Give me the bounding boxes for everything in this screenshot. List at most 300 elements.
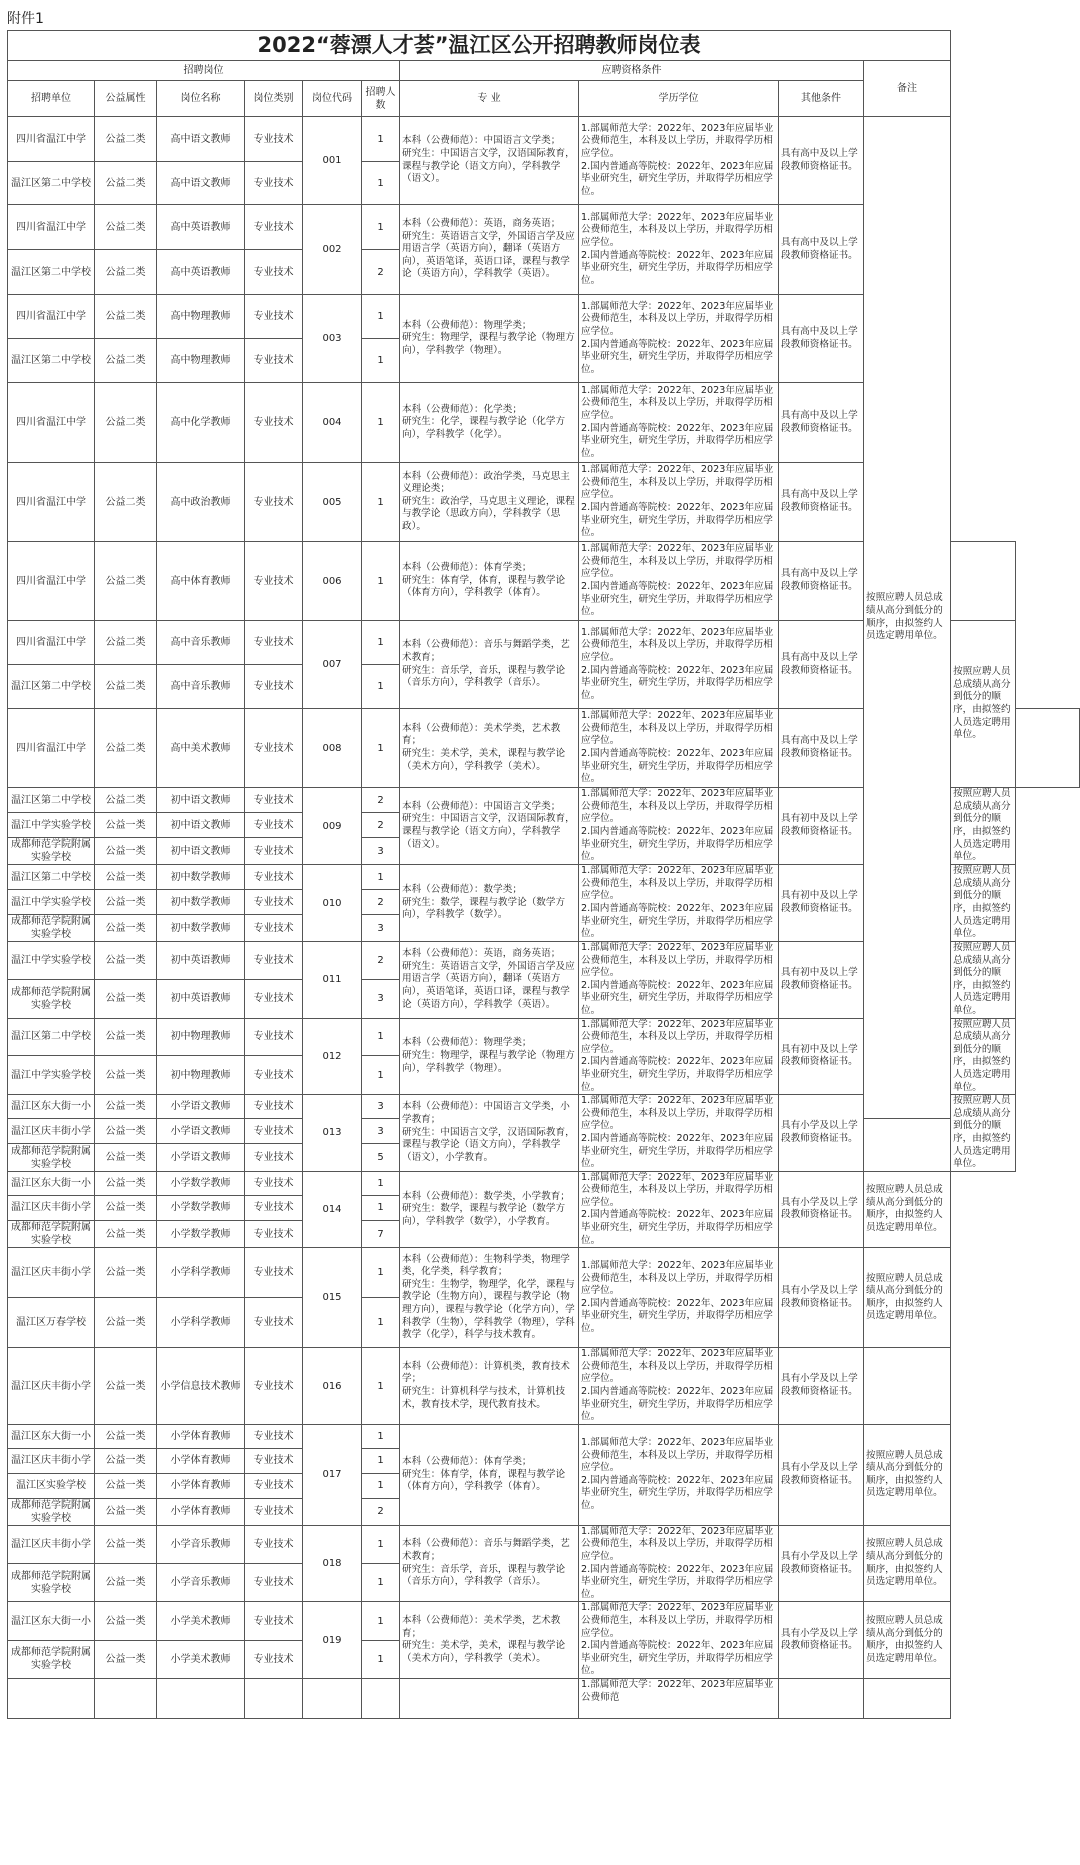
- education-cell: 1.部属师范大学：2022年、2023年应届毕业公费师范生，本科及以上学历，并取得学历相应学位。 2.国内普通高等院校：2022年、2023年应届毕业研究生，研究生学历，并取得学历相应学位。: [579, 205, 779, 295]
- empty-cell: [400, 1678, 579, 1718]
- headcount-cell: 2: [362, 250, 400, 295]
- nature-cell: 公益二类: [95, 621, 157, 665]
- nature-cell: 公益二类: [95, 295, 157, 339]
- major-cell: 本科（公费师范）：化学类； 研究生：化学，课程与教学论（化学方向），学科教学（化学）。: [400, 383, 579, 463]
- major-cell: 本科（公费师范）：音乐与舞蹈学类，艺术教育； 研究生：音乐学，音乐，课程与教学论（音乐方向），学科教学（音乐）。: [400, 1525, 579, 1602]
- major-cell: 本科（公费师范）：数学类，小学教育； 研究生：数学，课程与教学论（数学方向），学科教学（数学），小学教育。: [400, 1171, 579, 1248]
- post-code-cell: 011: [303, 942, 362, 1019]
- unit-cell: 温江区第二中学校: [8, 162, 95, 205]
- nature-cell: 公益二类: [95, 709, 157, 788]
- unit-cell: 成都师范学院附属实验学校: [8, 1640, 95, 1678]
- post-name-cell: 初中数学教师: [157, 890, 245, 915]
- category-cell: 专业技术: [245, 1602, 303, 1640]
- headcount-cell: 1: [362, 1564, 400, 1602]
- headcount-cell: 2: [362, 942, 400, 980]
- post-code-cell: 019: [303, 1602, 362, 1679]
- nature-cell: 公益一类: [95, 1195, 157, 1220]
- post-name-cell: 小学数学教师: [157, 1221, 245, 1248]
- unit-cell: 温江区第二中学校: [8, 788, 95, 813]
- remark-cell: 按照应聘人员总成绩从高分到低分的顺序，由拟签约人员选定聘用单位。: [864, 1248, 951, 1348]
- post-name-cell: 小学语文教师: [157, 1119, 245, 1144]
- nature-cell: 公益一类: [95, 1640, 157, 1678]
- nature-cell: 公益一类: [95, 1144, 157, 1171]
- category-cell: 专业技术: [245, 1525, 303, 1563]
- unit-cell: 温江区第二中学校: [8, 339, 95, 383]
- unit-cell: 四川省温江中学: [8, 205, 95, 250]
- post-group-header: 招聘岗位: [8, 61, 400, 81]
- nature-cell: 公益二类: [95, 542, 157, 621]
- empty-cell: [362, 1678, 400, 1718]
- headcount-cell: 1: [362, 1473, 400, 1498]
- category-cell: 专业技术: [245, 1144, 303, 1171]
- category-cell: 专业技术: [245, 709, 303, 788]
- education-cell: 1.部属师范大学：2022年、2023年应届毕业公费师范生，本科及以上学历，并取得学历相应学位。 2.国内普通高等院校：2022年、2023年应届毕业研究生，研究生学历，并取得学历相应学位。: [579, 1248, 779, 1348]
- headcount-cell: 3: [362, 1119, 400, 1144]
- education-cell: 1.部属师范大学：2022年、2023年应届毕业公费师范: [579, 1678, 779, 1718]
- unit-cell: 温江区第二中学校: [8, 665, 95, 709]
- major-cell: 本科（公费师范）：美术学类，艺术教育； 研究生：美术学，美术，课程与教学论（美术方向），学科教学（美术）。: [400, 709, 579, 788]
- other-cell: 具有初中及以上学段教师资格证书。: [779, 942, 864, 1019]
- unit-cell: 温江区庆丰街小学: [8, 1525, 95, 1563]
- post-name-cell: 高中音乐教师: [157, 665, 245, 709]
- major-cell: 本科（公费师范）：英语，商务英语； 研究生：英语语言文学，外国语言学及应用语言学（英语方向），翻译（英语方向），英语笔译，英语口译，课程与教学论（英语方向），学科教学（英语）。: [400, 942, 579, 1019]
- post-code-cell: 016: [303, 1348, 362, 1425]
- education-cell: 1.部属师范大学：2022年、2023年应届毕业公费师范生，本科及以上学历，并取得学历相应学位。 2.国内普通高等院校：2022年、2023年应届毕业研究生，研究生学历，并取得学历相应学位。: [579, 709, 779, 788]
- remark-cell-empty: [951, 542, 1015, 621]
- headcount-cell: 1: [362, 1602, 400, 1640]
- other-cell: 具有小学及以上学段教师资格证书。: [779, 1424, 864, 1525]
- headcount-cell: 1: [362, 463, 400, 542]
- qual-group-header: 应聘资格条件: [400, 61, 864, 81]
- title-row: [8, 31, 1080, 61]
- headcount-cell: 1: [362, 865, 400, 890]
- headcount-cell: 2: [362, 788, 400, 813]
- unit-cell: 温江区第二中学校: [8, 865, 95, 890]
- education-cell: 1.部属师范大学：2022年、2023年应届毕业公费师范生，本科及以上学历，并取得学历相应学位。 2.国内普通高等院校：2022年、2023年应届毕业研究生，研究生学历，并取得学历相应学位。: [579, 621, 779, 709]
- category-cell: 专业技术: [245, 117, 303, 162]
- post-code-cell: 018: [303, 1525, 362, 1602]
- post-name-cell: 高中体育教师: [157, 542, 245, 621]
- col-header-major: 专 业: [400, 81, 579, 117]
- headcount-cell: 1: [362, 1195, 400, 1220]
- post-code-cell: 014: [303, 1171, 362, 1248]
- post-code-cell: 012: [303, 1018, 362, 1095]
- category-cell: 专业技术: [245, 890, 303, 915]
- post-code-cell: 001: [303, 117, 362, 205]
- table-row-partial: [8, 1678, 1080, 1718]
- major-cell: 本科（公费师范）：中国语言文学类，小学教育； 研究生：中国语言文学，汉语国际教育，课程与教学论（语文方向），学科教学（语文），小学教育。: [400, 1095, 579, 1172]
- category-cell: 专业技术: [245, 463, 303, 542]
- unit-cell: 四川省温江中学: [8, 383, 95, 463]
- nature-cell: 公益一类: [95, 1564, 157, 1602]
- post-name-cell: 高中美术教师: [157, 709, 245, 788]
- unit-cell: 温江区第二中学校: [8, 250, 95, 295]
- post-name-cell: 高中物理教师: [157, 295, 245, 339]
- other-cell: 具有高中及以上学段教师资格证书。: [779, 463, 864, 542]
- nature-cell: 公益一类: [95, 838, 157, 865]
- unit-cell: 温江区庆丰街小学: [8, 1448, 95, 1473]
- other-cell: 具有小学及以上学段教师资格证书。: [779, 1602, 864, 1679]
- unit-cell: 成都师范学院附属实验学校: [8, 980, 95, 1018]
- education-cell: 1.部属师范大学：2022年、2023年应届毕业公费师范生，本科及以上学历，并取得学历相应学位。 2.国内普通高等院校：2022年、2023年应届毕业研究生，研究生学历，并取得学历相应学位。: [579, 1171, 779, 1248]
- annex-label: 附件1: [7, 11, 44, 27]
- unit-cell: 成都师范学院附属实验学校: [8, 915, 95, 942]
- unit-cell: 温江区实验学校: [8, 1473, 95, 1498]
- post-name-cell: 高中语文教师: [157, 117, 245, 162]
- headcount-cell: 1: [362, 117, 400, 162]
- category-cell: 专业技术: [245, 295, 303, 339]
- unit-cell: 成都师范学院附属实验学校: [8, 1498, 95, 1525]
- post-name-cell: 高中物理教师: [157, 339, 245, 383]
- nature-cell: 公益二类: [95, 463, 157, 542]
- other-cell: 具有高中及以上学段教师资格证书。: [779, 542, 864, 621]
- nature-cell: 公益一类: [95, 1473, 157, 1498]
- post-name-cell: 小学美术教师: [157, 1640, 245, 1678]
- empty-cell: [864, 1678, 951, 1718]
- category-cell: 专业技术: [245, 339, 303, 383]
- category-cell: 专业技术: [245, 838, 303, 865]
- major-cell: 本科（公费师范）：美术学类，艺术教育； 研究生：美术学，美术，课程与教学论（美术方向），学科教学（美术）。: [400, 1602, 579, 1679]
- post-name-cell: 小学数学教师: [157, 1195, 245, 1220]
- category-cell: 专业技术: [245, 813, 303, 838]
- category-cell: 专业技术: [245, 1056, 303, 1095]
- post-code-cell: 009: [303, 788, 362, 865]
- headcount-cell: 1: [362, 295, 400, 339]
- remark-cell: 按照应聘人员总成绩从高分到低分的顺序，由拟签约人员选定聘用单位。: [951, 942, 1015, 1019]
- nature-cell: 公益一类: [95, 1424, 157, 1448]
- nature-cell: 公益一类: [95, 1348, 157, 1425]
- education-cell: 1.部属师范大学：2022年、2023年应届毕业公费师范生，本科及以上学历，并取得学历相应学位。 2.国内普通高等院校：2022年、2023年应届毕业研究生，研究生学历，并取得学历相应学位。: [579, 295, 779, 383]
- other-cell: 具有高中及以上学段教师资格证书。: [779, 295, 864, 383]
- headcount-cell: 3: [362, 838, 400, 865]
- major-cell: 本科（公费师范）：数学类； 研究生：数学，课程与教学论（数学方向），学科教学（数学）。: [400, 865, 579, 942]
- headcount-cell: 3: [362, 980, 400, 1018]
- category-cell: 专业技术: [245, 942, 303, 980]
- empty-cell: [303, 1678, 362, 1718]
- other-cell: 具有高中及以上学段教师资格证书。: [779, 709, 864, 788]
- other-cell: 具有小学及以上学段教师资格证书。: [779, 1525, 864, 1602]
- remark-cell: 按照应聘人员总成绩从高分到低分的顺序，由拟签约人员选定聘用单位。: [864, 1171, 951, 1248]
- category-cell: 专业技术: [245, 1221, 303, 1248]
- col-header-nature: 公益属性: [95, 81, 157, 117]
- table-row: [8, 1171, 1080, 1195]
- unit-cell: 四川省温江中学: [8, 117, 95, 162]
- post-name-cell: 小学科学教师: [157, 1248, 245, 1298]
- empty-cell: [8, 1678, 95, 1718]
- post-name-cell: 小学体育教师: [157, 1473, 245, 1498]
- nature-cell: 公益一类: [95, 942, 157, 980]
- col-header-count: 招聘人数: [362, 81, 400, 117]
- table-row: [8, 1602, 1080, 1640]
- nature-cell: 公益一类: [95, 865, 157, 890]
- nature-cell: 公益一类: [95, 1248, 157, 1298]
- education-cell: 1.部属师范大学：2022年、2023年应届毕业公费师范生，本科及以上学历，并取得学历相应学位。 2.国内普通高等院校：2022年、2023年应届毕业研究生，研究生学历，并取得学历相应学位。: [579, 788, 779, 865]
- nature-cell: 公益一类: [95, 890, 157, 915]
- headcount-cell: 1: [362, 383, 400, 463]
- nature-cell: 公益二类: [95, 117, 157, 162]
- post-name-cell: 高中音乐教师: [157, 621, 245, 665]
- headcount-cell: 1: [362, 1171, 400, 1195]
- major-cell: 本科（公费师范）：计算机类，教育技术学； 研究生：计算机科学与技术，计算机技术，教育技术学，现代教育技术。: [400, 1348, 579, 1425]
- category-cell: 专业技术: [245, 915, 303, 942]
- education-cell: 1.部属师范大学：2022年、2023年应届毕业公费师范生，本科及以上学历，并取得学历相应学位。 2.国内普通高等院校：2022年、2023年应届毕业研究生，研究生学历，并取得学历相应学位。: [579, 1095, 779, 1172]
- post-name-cell: 小学美术教师: [157, 1602, 245, 1640]
- major-cell: 本科（公费师范）：政治学类，马克思主义理论类； 研究生：政治学，马克思主义理论，课程与教学论（思政方向），学科教学（思政）。: [400, 463, 579, 542]
- post-name-cell: 初中数学教师: [157, 915, 245, 942]
- headcount-cell: 1: [362, 1348, 400, 1425]
- other-cell: 具有高中及以上学段教师资格证书。: [779, 383, 864, 463]
- major-cell: 本科（公费师范）：音乐与舞蹈学类，艺术教育； 研究生：音乐学，音乐，课程与教学论（音乐方向），学科教学（音乐）。: [400, 621, 579, 709]
- major-cell: 本科（公费师范）：生物科学类，物理学类，化学类，科学教育； 研究生：生物学，物理学，化学，课程与教学论（生物方向），课程与教学论（物理方向），课程与教学论（化学方向），学科教学（生物），学科教学（物理），学科教学（化学），科学与技术教育。: [400, 1248, 579, 1348]
- nature-cell: 公益一类: [95, 1171, 157, 1195]
- col-header-other: 其他条件: [779, 81, 864, 117]
- category-cell: 专业技术: [245, 205, 303, 250]
- education-cell: 1.部属师范大学：2022年、2023年应届毕业公费师范生，本科及以上学历，并取得学历相应学位。 2.国内普通高等院校：2022年、2023年应届毕业研究生，研究生学历，并取得学历相应学位。: [579, 1018, 779, 1095]
- major-cell: 本科（公费师范）：物理学类； 研究生：物理学，课程与教学论（物理方向），学科教学（物理）。: [400, 1018, 579, 1095]
- col-header-education: 学历学位: [579, 81, 779, 117]
- other-cell: 具有小学及以上学段教师资格证书。: [779, 1248, 864, 1348]
- unit-cell: 四川省温江中学: [8, 621, 95, 665]
- post-code-cell: 008: [303, 709, 362, 788]
- post-name-cell: 高中语文教师: [157, 162, 245, 205]
- unit-cell: 四川省温江中学: [8, 295, 95, 339]
- post-name-cell: 高中化学教师: [157, 383, 245, 463]
- nature-cell: 公益一类: [95, 813, 157, 838]
- nature-cell: 公益二类: [95, 339, 157, 383]
- category-cell: 专业技术: [245, 1564, 303, 1602]
- table-row: [8, 117, 1080, 162]
- headcount-cell: 1: [362, 1018, 400, 1056]
- category-cell: 专业技术: [245, 1348, 303, 1425]
- category-cell: 专业技术: [245, 542, 303, 621]
- major-cell: 本科（公费师范）：中国语言文学类； 研究生：中国语言文学，汉语国际教育，课程与教学论（语文方向），学科教学（语文）。: [400, 117, 579, 205]
- post-code-cell: 017: [303, 1424, 362, 1525]
- unit-cell: 温江区万春学校: [8, 1298, 95, 1348]
- col-header-category: 岗位类别: [245, 81, 303, 117]
- other-cell: 具有初中及以上学段教师资格证书。: [779, 788, 864, 865]
- empty-cell: [95, 1678, 157, 1718]
- category-cell: 专业技术: [245, 1195, 303, 1220]
- post-code-cell: 002: [303, 205, 362, 295]
- category-cell: 专业技术: [245, 1298, 303, 1348]
- post-name-cell: 初中语文教师: [157, 813, 245, 838]
- table-title: 2022“蓉漂人才荟”温江区公开招聘教师岗位表: [8, 31, 951, 61]
- nature-cell: 公益一类: [95, 1498, 157, 1525]
- post-code-cell: 005: [303, 463, 362, 542]
- headcount-cell: 7: [362, 1221, 400, 1248]
- table-row: [8, 1525, 1080, 1563]
- unit-cell: 四川省温江中学: [8, 709, 95, 788]
- headcount-cell: 1: [362, 339, 400, 383]
- post-code-cell: 004: [303, 383, 362, 463]
- education-cell: 1.部属师范大学：2022年、2023年应届毕业公费师范生，本科及以上学历，并取得学历相应学位。 2.国内普通高等院校：2022年、2023年应届毕业研究生，研究生学历，并取得学历相应学位。: [579, 117, 779, 205]
- category-cell: 专业技术: [245, 383, 303, 463]
- category-cell: 专业技术: [245, 162, 303, 205]
- headcount-cell: 3: [362, 1095, 400, 1119]
- nature-cell: 公益一类: [95, 1095, 157, 1119]
- category-cell: 专业技术: [245, 1018, 303, 1056]
- other-cell: 具有初中及以上学段教师资格证书。: [779, 865, 864, 942]
- headcount-cell: 1: [362, 1298, 400, 1348]
- other-cell: 具有小学及以上学段教师资格证书。: [779, 1095, 864, 1172]
- headcount-cell: 2: [362, 813, 400, 838]
- remark-cell: 按照应聘人员总成绩从高分到低分的顺序，由拟签约人员选定聘用单位。: [951, 1018, 1015, 1095]
- category-cell: 专业技术: [245, 1119, 303, 1144]
- major-cell: 本科（公费师范）：物理学类； 研究生：物理学，课程与教学论（物理方向），学科教学（物理）。: [400, 295, 579, 383]
- headcount-cell: 1: [362, 1448, 400, 1473]
- headcount-cell: 1: [362, 162, 400, 205]
- other-cell: 具有高中及以上学段教师资格证书。: [779, 117, 864, 205]
- table-row: [8, 1424, 1080, 1448]
- unit-cell: 温江区第二中学校: [8, 1018, 95, 1056]
- post-name-cell: 初中语文教师: [157, 838, 245, 865]
- nature-cell: 公益一类: [95, 1448, 157, 1473]
- unit-cell: 温江区东大街一小: [8, 1171, 95, 1195]
- unit-cell: 温江区东大街一小: [8, 1424, 95, 1448]
- unit-cell: 温江区东大街一小: [8, 1602, 95, 1640]
- unit-cell: 成都师范学院附属实验学校: [8, 1221, 95, 1248]
- unit-cell: 温江中学实验学校: [8, 942, 95, 980]
- empty-cell: [245, 1678, 303, 1718]
- category-cell: 专业技术: [245, 250, 303, 295]
- nature-cell: 公益一类: [95, 1298, 157, 1348]
- other-cell: 具有初中及以上学段教师资格证书。: [779, 1018, 864, 1095]
- unit-cell: 成都师范学院附属实验学校: [8, 1144, 95, 1171]
- col-header-code: 岗位代码: [303, 81, 362, 117]
- category-cell: 专业技术: [245, 980, 303, 1018]
- headcount-cell: 1: [362, 1056, 400, 1095]
- unit-cell: 成都师范学院附属实验学校: [8, 1564, 95, 1602]
- empty-cell: [157, 1678, 245, 1718]
- category-cell: 专业技术: [245, 1424, 303, 1448]
- headcount-cell: 2: [362, 1498, 400, 1525]
- group-header-row: [8, 61, 1080, 81]
- nature-cell: 公益一类: [95, 1221, 157, 1248]
- major-cell: 本科（公费师范）：体育学类； 研究生：体育学，体育，课程与教学论（体育方向），学科教学（体育）。: [400, 542, 579, 621]
- post-name-cell: 小学科学教师: [157, 1298, 245, 1348]
- post-name-cell: 初中物理教师: [157, 1056, 245, 1095]
- education-cell: 1.部属师范大学：2022年、2023年应届毕业公费师范生，本科及以上学历，并取得学历相应学位。 2.国内普通高等院校：2022年、2023年应届毕业研究生，研究生学历，并取得学历相应学位。: [579, 1424, 779, 1525]
- recruitment-table: [7, 30, 1080, 1719]
- headcount-cell: 1: [362, 621, 400, 665]
- unit-cell: 温江区东大街一小: [8, 1095, 95, 1119]
- remark-cell-empty: [864, 1348, 951, 1425]
- nature-cell: 公益二类: [95, 205, 157, 250]
- nature-cell: 公益一类: [95, 1602, 157, 1640]
- other-cell: 具有小学及以上学段教师资格证书。: [779, 1348, 864, 1425]
- category-cell: 专业技术: [245, 1448, 303, 1473]
- post-name-cell: 小学音乐教师: [157, 1564, 245, 1602]
- education-cell: 1.部属师范大学：2022年、2023年应届毕业公费师范生，本科及以上学历，并取得学历相应学位。 2.国内普通高等院校：2022年、2023年应届毕业研究生，研究生学历，并取得学历相应学位。: [579, 1348, 779, 1425]
- education-cell: 1.部属师范大学：2022年、2023年应届毕业公费师范生，本科及以上学历，并取得学历相应学位。 2.国内普通高等院校：2022年、2023年应届毕业研究生，研究生学历，并取得学历相应学位。: [579, 1602, 779, 1679]
- other-cell: 具有小学及以上学段教师资格证书。: [779, 1171, 864, 1248]
- unit-cell: 温江区庆丰街小学: [8, 1119, 95, 1144]
- unit-cell: 温江区庆丰街小学: [8, 1348, 95, 1425]
- nature-cell: 公益二类: [95, 665, 157, 709]
- remark-cell: 按照应聘人员总成绩从高分到低分的顺序，由拟签约人员选定聘用单位。: [864, 117, 951, 1119]
- nature-cell: 公益二类: [95, 383, 157, 463]
- category-cell: 专业技术: [245, 621, 303, 665]
- major-cell: 本科（公费师范）：英语，商务英语； 研究生：英语语言文学，外国语言学及应用语言学（英语方向），翻译（英语方向），英语笔译，英语口译，课程与教学论（英语方向），学科教学（英语）。: [400, 205, 579, 295]
- category-cell: 专业技术: [245, 1095, 303, 1119]
- post-name-cell: 小学语文教师: [157, 1144, 245, 1171]
- education-cell: 1.部属师范大学：2022年、2023年应届毕业公费师范生，本科及以上学历，并取得学历相应学位。 2.国内普通高等院校：2022年、2023年应届毕业研究生，研究生学历，并取得学历相应学位。: [579, 383, 779, 463]
- unit-cell: 四川省温江中学: [8, 542, 95, 621]
- headcount-cell: 1: [362, 709, 400, 788]
- unit-cell: 四川省温江中学: [8, 463, 95, 542]
- post-code-cell: 013: [303, 1095, 362, 1172]
- category-cell: 专业技术: [245, 1473, 303, 1498]
- category-cell: 专业技术: [245, 1640, 303, 1678]
- unit-cell: 温江中学实验学校: [8, 890, 95, 915]
- headcount-cell: 1: [362, 1525, 400, 1563]
- nature-cell: 公益一类: [95, 1018, 157, 1056]
- category-cell: 专业技术: [245, 865, 303, 890]
- remark-cell-empty: [1015, 709, 1079, 788]
- post-name-cell: 初中数学教师: [157, 865, 245, 890]
- nature-cell: 公益一类: [95, 1119, 157, 1144]
- remark-cell: 按照应聘人员总成绩从高分到低分的顺序，由拟签约人员选定聘用单位。: [951, 1095, 1015, 1172]
- post-name-cell: 小学体育教师: [157, 1498, 245, 1525]
- headcount-cell: 1: [362, 205, 400, 250]
- category-cell: 专业技术: [245, 788, 303, 813]
- unit-cell: 成都师范学院附属实验学校: [8, 838, 95, 865]
- remark-cell: 按照应聘人员总成绩从高分到低分的顺序，由拟签约人员选定聘用单位。: [864, 1525, 951, 1602]
- other-cell: 具有高中及以上学段教师资格证书。: [779, 205, 864, 295]
- unit-cell: 温江中学实验学校: [8, 813, 95, 838]
- nature-cell: 公益二类: [95, 788, 157, 813]
- remark-cell: 按照应聘人员总成绩从高分到低分的顺序，由拟签约人员选定聘用单位。: [951, 865, 1015, 942]
- major-cell: 本科（公费师范）：体育学类； 研究生：体育学，体育，课程与教学论（体育方向），学科教学（体育）。: [400, 1424, 579, 1525]
- nature-cell: 公益一类: [95, 1056, 157, 1095]
- table-row: [8, 1348, 1080, 1425]
- remark-cell: 按照应聘人员总成绩从高分到低分的顺序，由拟签约人员选定聘用单位。: [864, 1424, 951, 1525]
- nature-cell: 公益二类: [95, 162, 157, 205]
- col-header-unit: 招聘单位: [8, 81, 95, 117]
- category-cell: 专业技术: [245, 665, 303, 709]
- recruitment-table-wrapper: [7, 30, 1080, 1719]
- nature-cell: 公益一类: [95, 980, 157, 1018]
- empty-cell: [779, 1678, 864, 1718]
- unit-cell: 温江区庆丰街小学: [8, 1248, 95, 1298]
- remark-cell: 按照应聘人员总成绩从高分到低分的顺序，由拟签约人员选定聘用单位。: [864, 1602, 951, 1679]
- unit-cell: 温江中学实验学校: [8, 1056, 95, 1095]
- post-name-cell: 初中物理教师: [157, 1018, 245, 1056]
- post-name-cell: 初中英语教师: [157, 942, 245, 980]
- post-code-cell: 010: [303, 865, 362, 942]
- major-cell: 本科（公费师范）：中国语言文学类； 研究生：中国语言文学，汉语国际教育，课程与教学论（语文方向），学科教学（语文）。: [400, 788, 579, 865]
- post-name-cell: 高中政治教师: [157, 463, 245, 542]
- headcount-cell: 1: [362, 1640, 400, 1678]
- post-code-cell: 007: [303, 621, 362, 709]
- education-cell: 1.部属师范大学：2022年、2023年应届毕业公费师范生，本科及以上学历，并取得学历相应学位。 2.国内普通高等院校：2022年、2023年应届毕业研究生，研究生学历，并取得学历相应学位。: [579, 865, 779, 942]
- nature-cell: 公益二类: [95, 250, 157, 295]
- unit-cell: 温江区庆丰街小学: [8, 1195, 95, 1220]
- education-cell: 1.部属师范大学：2022年、2023年应届毕业公费师范生，本科及以上学历，并取得学历相应学位。 2.国内普通高等院校：2022年、2023年应届毕业研究生，研究生学历，并取得学历相应学位。: [579, 1525, 779, 1602]
- post-name-cell: 小学体育教师: [157, 1448, 245, 1473]
- remark-cell: 按照应聘人员总成绩从高分到低分的顺序，由拟签约人员选定聘用单位。: [951, 788, 1015, 865]
- headcount-cell: 1: [362, 1248, 400, 1298]
- remark-cell: 按照应聘人员总成绩从高分到低分的顺序，由拟签约人员选定聘用单位。: [951, 621, 1015, 788]
- nature-cell: 公益一类: [95, 915, 157, 942]
- category-cell: 专业技术: [245, 1171, 303, 1195]
- post-name-cell: 初中语文教师: [157, 788, 245, 813]
- category-cell: 专业技术: [245, 1498, 303, 1525]
- post-code-cell: 015: [303, 1248, 362, 1348]
- remark-header: 备注: [864, 61, 951, 117]
- post-name-cell: 小学信息技术教师: [157, 1348, 245, 1425]
- post-name-cell: 高中英语教师: [157, 205, 245, 250]
